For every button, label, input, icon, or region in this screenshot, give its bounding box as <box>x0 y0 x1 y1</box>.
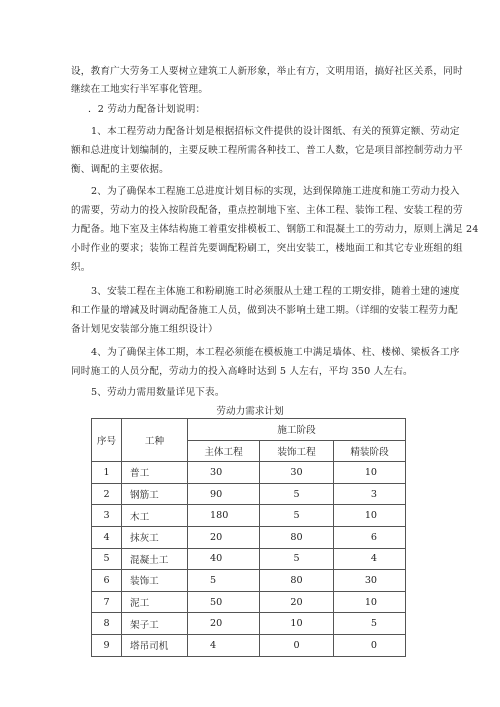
table-row <box>92 483 406 505</box>
row-fine: 3 <box>334 483 406 505</box>
section-heading: ．2 劳动力配备计划说明： <box>88 104 206 115</box>
row-seq: 6 <box>92 570 122 592</box>
row-seq: 1 <box>92 462 122 484</box>
table-body <box>92 462 406 656</box>
paragraph-line: 同时施工的人员分配，劳动力的投入高峰时达到 5 人左右，平均 350 人左右。 <box>71 366 413 377</box>
row-deco: 80 <box>260 526 334 548</box>
paragraph-line: 织。 <box>71 262 91 273</box>
paragraph-line: 4、为了确保主体工期，本工程必须能在模板施工中满足墙体、柱、楼梯、梁板各工序 <box>91 347 460 358</box>
table-row <box>92 526 406 548</box>
row-trade: 普工 <box>122 462 188 484</box>
row-deco: 10 <box>260 613 334 635</box>
header-trade: 工种 <box>122 419 188 462</box>
paragraph-line: 力配备。地下室及主体结构施工着重安排模板工、钢筋工和混凝土工的劳动力，原则上满足 24 <box>71 224 479 235</box>
paragraph-line: 继续在工地实行半军事化管理。 <box>71 84 209 95</box>
row-main: 5 <box>188 570 260 592</box>
row-fine: 4 <box>334 548 406 570</box>
row-trade: 木工 <box>122 505 188 527</box>
row-deco: 5 <box>260 505 334 527</box>
table-row <box>92 591 406 613</box>
row-deco: 5 <box>260 548 334 570</box>
row-trade: 架子工 <box>122 613 188 635</box>
row-fine: 6 <box>334 526 406 548</box>
table-row <box>92 462 406 484</box>
row-fine: 30 <box>334 570 406 592</box>
labor-demand-table <box>91 418 406 657</box>
row-deco: 5 <box>260 483 334 505</box>
row-trade: 抹灰工 <box>122 526 188 548</box>
paragraph-line: 备计划见安装部分施工组织设计） <box>71 324 218 335</box>
row-trade: 钢筋工 <box>122 483 188 505</box>
paragraph-line: 和工作量的增减及时调动配备施工人员，做到决不影响土建工期。（详细的安装工程劳力配 <box>71 305 458 316</box>
row-fine: 10 <box>334 591 406 613</box>
paragraph-line: 的需要，劳动力的投入按阶段配备，重点控制地下室、主体工程、装饰工程、安装工程的劳 <box>71 205 463 216</box>
row-deco: 0 <box>260 634 334 656</box>
paragraph-line: 设，教育广大劳务工人要树立建筑工人新形象，举止有方，文明用语，搞好社区关系，同时 <box>71 66 463 77</box>
row-seq: 9 <box>92 634 122 656</box>
header-main-works: 主体工程 <box>188 440 260 462</box>
table-row <box>92 613 406 635</box>
row-trade: 泥工 <box>122 591 188 613</box>
row-fine: 5 <box>334 613 406 635</box>
paragraph-line: 小时作业的要求；装饰工程首先要调配粉刷工，突出安装工，楼地面工和其它专业班组的组 <box>71 243 463 254</box>
paragraph-line: 5、劳动力需用数量详见下表。 <box>91 387 225 398</box>
table-row <box>92 505 406 527</box>
paragraph-line: 2、为了确保本工程施工总进度计划目标的实现，达到保障施工进度和施工劳动力投入 <box>91 186 460 197</box>
row-deco: 20 <box>260 591 334 613</box>
row-main: 40 <box>188 548 260 570</box>
header-decoration-works: 装饰工程 <box>260 440 334 462</box>
row-main: 90 <box>188 483 260 505</box>
row-seq: 7 <box>92 591 122 613</box>
header-stage-group: 施工阶段 <box>188 419 406 441</box>
paragraph-line: 1、本工程劳动力配备计划是根据招标文件提供的设计图纸、有关的预算定额、劳动定 <box>91 126 460 137</box>
header-fine-finish: 精装阶段 <box>334 440 406 462</box>
table-row <box>92 548 406 570</box>
row-main: 30 <box>188 462 260 484</box>
table-title: 劳动力需求计划 <box>216 406 284 417</box>
paragraph-line: 衡、调配的主要依据。 <box>71 164 169 175</box>
row-main: 180 <box>188 505 260 527</box>
row-seq: 5 <box>92 548 122 570</box>
paragraph-line: 额和总进度计划编制的，主要反映工程所需各种技工、普工人数，它是项目部控制劳动力平 <box>71 145 463 156</box>
row-fine: 10 <box>334 505 406 527</box>
row-fine: 0 <box>334 634 406 656</box>
row-main: 20 <box>188 526 260 548</box>
row-main: 50 <box>188 591 260 613</box>
row-trade: 塔吊司机 <box>122 634 188 656</box>
row-main: 4 <box>188 634 260 656</box>
header-seq: 序号 <box>92 419 122 462</box>
row-seq: 8 <box>92 613 122 635</box>
table-row <box>92 634 406 656</box>
row-trade: 混凝土工 <box>122 548 188 570</box>
row-fine: 10 <box>334 462 406 484</box>
row-main: 20 <box>188 613 260 635</box>
table-row <box>92 570 406 592</box>
paragraph-line: 3、安装工程在主体施工和粉刷施工时必须服从土建工程的工期安排，随着土建的速度 <box>91 286 460 297</box>
row-seq: 2 <box>92 483 122 505</box>
row-trade: 装饰工 <box>122 570 188 592</box>
row-seq: 3 <box>92 505 122 527</box>
row-deco: 80 <box>260 570 334 592</box>
row-seq: 4 <box>92 526 122 548</box>
row-deco: 30 <box>260 462 334 484</box>
